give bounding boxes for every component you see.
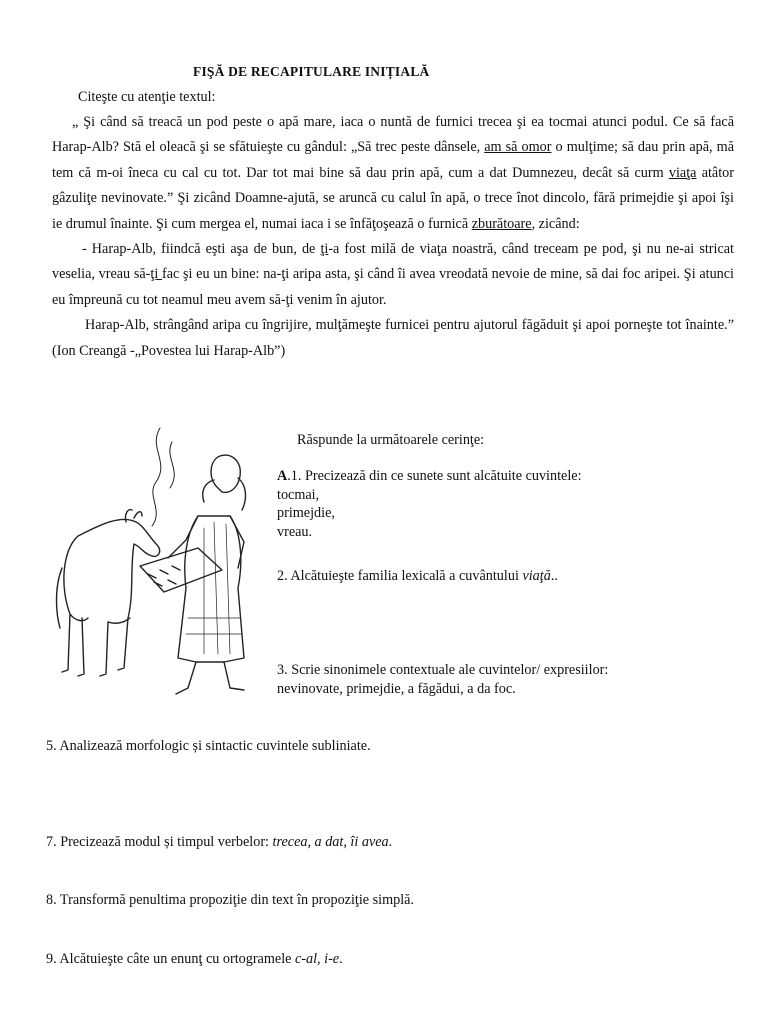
question-9 bbox=[46, 951, 343, 968]
page-title: FIŞĂ DE RECAPITULARE INIȚIALĂ bbox=[193, 64, 430, 79]
story-passage bbox=[52, 110, 734, 364]
underlined-word: am să omor bbox=[484, 139, 552, 156]
highlighted-verbs: trecea, a dat, îi avea bbox=[272, 834, 389, 850]
question-7 bbox=[46, 834, 392, 851]
passage-text: „ Şi când să treacă un pod peste o apă mare, iaca o nuntă de furnici trecea şi ea tocmai atunci podul. Ce să facă Harap-Alb? Stă el oleacă şi se sfătuieşte cu gândul: „Să trec peste dânsele, bbox=[52, 114, 734, 156]
question-end: . bbox=[388, 834, 393, 850]
question-8: 8. Transformă penultima propoziţie din text în propoziţie simplă. bbox=[46, 892, 415, 908]
question-5: 5. Analizează morfologic și sintactic cuvintele subliniate. bbox=[46, 738, 371, 754]
word-item: tocmai, bbox=[277, 486, 320, 503]
man-with-horse-drawing-icon bbox=[48, 418, 278, 703]
underlined-word: ţi bbox=[320, 241, 329, 258]
passage-text: fac şi eu un bine: na-ţi aripa asta, şi când îi avea vreodată nevoie de mine, să dai foc aripei. Şi atunci eu împreună cu tot neamul meu avem să-ţi venim în ajutor. bbox=[52, 266, 734, 308]
passage-text: - Harap-Alb, fiindcă eşti aşa de bun, de bbox=[82, 241, 321, 258]
passage-text: -a fost milă de viaţa noastră, când treceam pe pod, şi nu ne-ai stricat veselia, vreau să- bbox=[52, 241, 734, 283]
passage-paragraph-1 bbox=[52, 110, 734, 237]
question-text: .1. Precizează din ce sunete sunt alcătuite cuvintele: bbox=[287, 468, 582, 484]
word-item: vreau. bbox=[277, 523, 313, 540]
word-item: primejdie, bbox=[277, 505, 335, 521]
passage-text: , zicând: bbox=[531, 215, 580, 232]
underlined-word: viaţa bbox=[668, 164, 697, 181]
question-words: nevinovate, primejdie, a făgădui, a da foc. bbox=[277, 680, 516, 697]
reading-instruction: Citeşte cu atenţie textul: bbox=[78, 89, 216, 105]
passage-paragraph-2 bbox=[52, 237, 734, 313]
question-text: 7. Precizează modul și timpul verbelor: bbox=[46, 834, 273, 850]
question-text: 2. Alcătuieşte familia lexicală a cuvântului bbox=[277, 568, 523, 584]
underlined-word: ţi bbox=[150, 266, 162, 283]
question-end: . bbox=[339, 951, 343, 967]
question-1 bbox=[277, 467, 582, 541]
passage-paragraph-3: Harap-Alb, strângând aripa cu îngrijire, mulţămeşte furnicei pentru ajutorul făgăduit şi apoi porneşte tot înainte.” (Ion Creangă -„Povestea lui Harap-Alb”) bbox=[52, 317, 734, 359]
underlined-word: zburătoare bbox=[471, 215, 532, 232]
question-3 bbox=[277, 661, 608, 698]
passage-text: atâtor gâzuliţe nevinovate.” Şi zicând Doamne-ajută, se aruncă cu calul în apă, o trece înot dincolo, fără primejdie şi apoi îşi ie drumul înainte. Şi cum mergea el, numai iaca i se înfăţoşează o furnică bbox=[52, 164, 734, 232]
highlighted-word: viaţă bbox=[522, 568, 551, 584]
question-end: .. bbox=[550, 568, 558, 584]
tasks-heading: Răspunde la următoarele cerinţe: bbox=[297, 432, 485, 448]
question-text: 9. Alcătuieşte câte un enunţ cu ortogramele bbox=[46, 951, 295, 967]
section-letter: A bbox=[277, 468, 288, 484]
question-text: 3. Scrie sinonimele contextuale ale cuvintelor/ expresiilor: bbox=[277, 662, 609, 678]
highlighted-words: c-al, i-e bbox=[294, 951, 340, 967]
passage-text: o mulţime; să dau prin apă, mă tem că m-oi îneca cu cal cu tot. Dar tot mai bine să dau prin apă, cum a dat Dumnezeu, decât să curm bbox=[52, 139, 735, 181]
question-2 bbox=[277, 567, 558, 586]
